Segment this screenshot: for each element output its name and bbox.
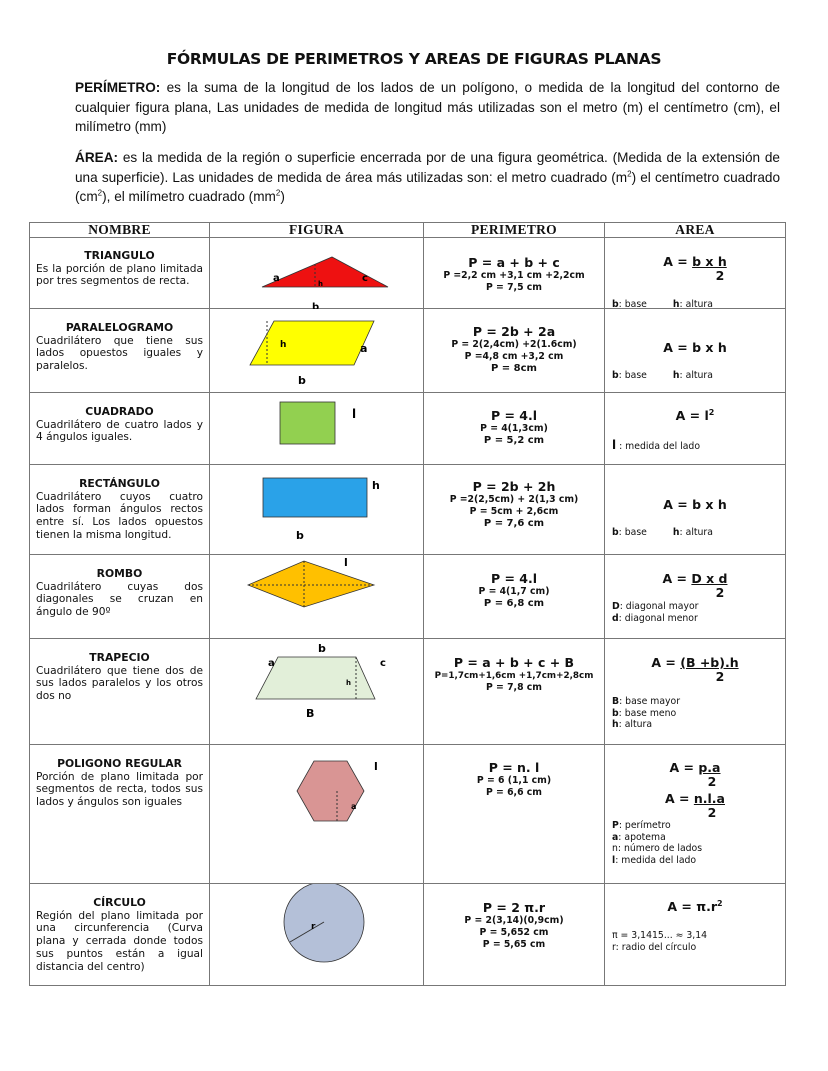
page-title: FÓRMULAS DE PERIMETROS Y AREAS DE FIGURAS PLANAS (166, 50, 662, 68)
per-circulo-1: P = 2 π.r (482, 900, 546, 915)
rectangle-fill (263, 478, 367, 517)
area-poligono-1 (605, 745, 785, 788)
figure-rectangulo (210, 465, 424, 555)
sup-2: 2 (275, 188, 281, 198)
note-rombo (612, 601, 698, 624)
sup-2: 2 (627, 168, 632, 178)
note-val: : base mayor (619, 696, 681, 707)
label-h: h (346, 679, 351, 687)
area-rectangulo: A = b x h (663, 497, 727, 512)
per-trapecio-1: P = a + b + c + B (453, 655, 575, 670)
per-paralelogramo-1: P = 2b + 2a (472, 324, 556, 339)
note-val: : perímetro (618, 820, 671, 831)
header-nombre: NOMBRE (30, 223, 210, 238)
area-rombo (605, 555, 785, 599)
note-key: l (612, 854, 616, 866)
circle-fill (284, 884, 364, 962)
parallelogram-shape (210, 309, 423, 393)
area-trapecio (605, 639, 785, 683)
row-paralelogramo (30, 309, 786, 393)
per-poligono-1: P = n. l (488, 760, 540, 775)
label-h: h (318, 280, 323, 288)
header-area: AREA (605, 223, 786, 238)
sup-2: 2 (717, 898, 723, 908)
note-val: : diagonal mayor (619, 601, 699, 612)
per-rectangulo-3: P = 5cm + 2,6cm (469, 506, 559, 517)
area-poligono-2 (605, 788, 785, 819)
area-numerator: D x d (691, 571, 728, 586)
figure-paralelogramo (210, 309, 424, 393)
note-val: : base (618, 299, 647, 310)
label-r: r (311, 922, 316, 932)
row-cuadrado (30, 393, 786, 465)
trapezoid-shape (210, 639, 423, 745)
area-prefix: A = (669, 760, 699, 775)
row-triangulo (30, 238, 786, 309)
area-prefix: A = (663, 254, 693, 269)
area-denominator: 2 (707, 805, 717, 820)
figure-cuadrado (210, 393, 424, 465)
label-b: b (296, 529, 304, 542)
area-text-b: ) el centímetro cuadrado (cm (75, 169, 780, 204)
label-c: c (380, 658, 386, 669)
name-circulo: CÍRCULO (93, 896, 146, 909)
per-paralelogramo-2: P = 2(2,4cm) +2(1.6cm) (451, 339, 577, 350)
label-b: b (318, 642, 326, 655)
note-val: : altura (679, 299, 713, 310)
name-triangulo: TRIANGULO (84, 249, 155, 262)
hexagon-fill (297, 761, 364, 821)
per-trapecio-2: P=1,7cm+1,6cm +1,7cm+2,8cm (434, 671, 594, 681)
sup-2: 2 (97, 188, 103, 198)
note-key: b (612, 299, 619, 310)
note-val: π = 3,1415... ≈ 3,14 (612, 930, 708, 941)
name-rombo: ROMBO (96, 567, 143, 580)
perimetro-text: es la suma de la longitud de los lados de un polígono, o medida de la longitud del contorno de cualquier figura plana, Las unidades de medida de longitud más utilizadas son el metro (m) el centímetro (cm), el milímetro (mm) (75, 80, 780, 134)
triangle-fill (262, 257, 388, 287)
note-paralelogramo (612, 370, 713, 382)
area-cuadrado (605, 393, 785, 423)
area-prefix: A = (662, 571, 692, 586)
note-key: P (612, 820, 619, 831)
per-circulo-3: P = 5,652 cm (479, 927, 549, 938)
note-poligono (612, 820, 702, 866)
label-h: h (372, 479, 380, 492)
area-text-a: es la medida de la región o superficie encerrada por de una figura geométrica. (Medida de la extensión de una superficie). Las unidades de medida de área más utilizadas son: el metro cuadrado (m (75, 150, 780, 185)
desc-poligono: Porción de plano limitada por segmentos de recta, todos sus lados y ángulos son iguales (36, 770, 203, 809)
label-l: l (374, 760, 378, 773)
note-key: b (612, 527, 619, 538)
desc-rectangulo: Cuadrilátero cuyos cuatro lados forman ángulos rectos entre sí. Los lados opuestos tienen la misma longitud. (36, 490, 203, 541)
label-B: B (306, 707, 315, 720)
note-key: h (672, 527, 680, 538)
note-key: d (612, 612, 619, 624)
row-rombo (30, 555, 786, 639)
header-perimetro: PERIMETRO (424, 223, 605, 238)
formulas-table (29, 222, 786, 986)
figure-triangulo (210, 238, 424, 309)
desc-circulo: Región del plano limitada por una circunferencia (Curva plana y cerrada donde todos sus puntos están a igual distancia del centro) (36, 909, 203, 973)
per-poligono-3: P = 6,6 cm (486, 787, 542, 798)
area-circulo (605, 884, 785, 914)
per-cuadrado-1: P = 4.l (490, 408, 538, 423)
note-val: r: radio del círculo (612, 941, 697, 953)
per-triangulo-2: P =2,2 cm +3,1 cm +2,2cm (443, 270, 585, 281)
per-triangulo-1: P = a + b + c (468, 255, 560, 270)
per-cuadrado-3: P = 5,2 cm (483, 435, 545, 446)
note-key: h (672, 370, 680, 381)
label-h: h (280, 340, 287, 350)
per-circulo-4: P = 5,65 cm (482, 939, 546, 950)
desc-triangulo: Es la porción de plano limitada por tres segmentos de recta. (36, 262, 203, 288)
per-paralelogramo-4: P = 8cm (491, 363, 537, 374)
note-val: : base meno (618, 707, 677, 719)
area-prefix: A = (651, 655, 681, 670)
header-row (30, 223, 786, 238)
perimetro-term: PERÍMETRO: (75, 80, 161, 95)
label-c: c (362, 273, 368, 284)
note-key: b (612, 370, 619, 381)
note-val: : altura (679, 370, 713, 381)
area-paralelogramo: A = b x h (663, 340, 727, 355)
per-circulo-2: P = 2(3,14)(0,9cm) (464, 915, 564, 926)
area-prefix: A = (665, 791, 694, 806)
row-rectangulo (30, 465, 786, 555)
figure-trapecio (210, 639, 424, 745)
note-val: : altura (618, 719, 653, 730)
area-denominator: 2 (707, 774, 717, 789)
rhombus-shape (210, 555, 423, 639)
header-figura: FIGURA (210, 223, 424, 238)
figure-poligono (210, 745, 424, 884)
area-formula: A = π.r (667, 899, 718, 914)
area-term: ÁREA: (75, 150, 119, 165)
per-trapecio-3: P = 7,8 cm (486, 682, 542, 693)
hexagon-shape (210, 745, 423, 884)
label-a: a (273, 273, 280, 284)
label-l: l (352, 407, 357, 421)
square-shape (210, 393, 423, 465)
per-triangulo-3: P = 7,5 cm (486, 282, 542, 293)
note-key: D (612, 601, 620, 612)
label-a: a (351, 802, 357, 811)
name-rectangulo: RECTÁNGULO (79, 477, 160, 490)
row-trapecio (30, 639, 786, 745)
note-trapecio (612, 696, 680, 731)
label-a: a (360, 342, 368, 355)
area-formula: A = l (675, 408, 709, 423)
note-val: : medida del lado (615, 854, 697, 866)
note-key: h (672, 299, 680, 310)
area-denominator: 2 (715, 585, 725, 600)
area-denominator: 2 (715, 669, 725, 684)
perimetro-paragraph (75, 78, 780, 137)
area-triangulo (605, 238, 785, 282)
note-val: : diagonal menor (618, 612, 698, 624)
name-poligono: POLIGONO REGULAR (57, 757, 182, 770)
rhombus-fill (248, 561, 374, 607)
desc-paralelogramo: Cuadrilátero que tiene sus lados opuestos iguales y paralelos. (36, 334, 203, 373)
label-b: b (312, 302, 320, 309)
area-text-d: ) (280, 189, 285, 204)
row-circulo (30, 884, 786, 986)
desc-cuadrado: Cuadrilátero de cuatro lados y 4 ángulos iguales. (36, 418, 203, 444)
note-key: b (612, 707, 619, 719)
circle-shape (210, 884, 423, 986)
figure-circulo (210, 884, 424, 986)
note-key: l (612, 438, 617, 452)
sup-2: 2 (708, 407, 715, 417)
desc-rombo: Cuadrilátero cuyas dos diagonales se cruzan en ángulo de 90º (36, 580, 203, 619)
note-circulo (612, 930, 707, 953)
area-numerator: n.l.a (693, 791, 725, 806)
per-rombo-1: P = 4.l (490, 571, 538, 586)
note-val: : base (618, 370, 647, 381)
area-text-c: ), el milímetro cuadrado (mm (102, 189, 276, 204)
name-trapecio: TRAPECIO (89, 651, 150, 664)
per-rectangulo-2: P =2(2,5cm) + 2(1,3 cm) (449, 494, 579, 505)
per-paralelogramo-3: P =4,8 cm +3,2 cm (464, 351, 564, 362)
note-val: : medida del lado (616, 441, 701, 452)
per-rectangulo-1: P = 2b + 2h (472, 479, 556, 494)
note-key: B (612, 696, 620, 707)
per-rombo-3: P = 6,8 cm (483, 598, 545, 609)
note-rectangulo (612, 527, 713, 539)
name-cuadrado: CUADRADO (85, 405, 154, 418)
per-rectangulo-4: P = 7,6 cm (483, 518, 545, 529)
note-key: h (612, 719, 619, 730)
note-val: : altura (679, 527, 713, 538)
label-b: b (298, 374, 306, 387)
square-fill (280, 402, 335, 444)
area-numerator: b x h (692, 254, 727, 269)
figure-rombo (210, 555, 424, 639)
area-numerator: (B +b).h (680, 655, 739, 670)
note-val: : base (618, 527, 647, 538)
note-key: a (612, 831, 619, 843)
per-poligono-2: P = 6 (1,1 cm) (476, 775, 552, 786)
note-val: n: número de lados (612, 843, 703, 854)
per-rombo-2: P = 4(1,7 cm) (478, 586, 550, 597)
note-val: : apotema (618, 831, 666, 843)
rectangle-shape (210, 465, 423, 555)
triangle-shape (210, 238, 423, 309)
area-paragraph (75, 148, 780, 207)
desc-trapecio: Cuadrilátero que tiene dos de sus lados paralelos y los otros dos no (36, 664, 203, 703)
label-a: a (268, 658, 275, 669)
area-numerator: p.a (698, 760, 721, 775)
parallelogram-fill (250, 321, 374, 365)
label-l: l (344, 556, 348, 569)
area-denominator: 2 (715, 268, 725, 283)
note-cuadrado (612, 440, 700, 453)
name-paralelogramo: PARALELOGRAMO (65, 321, 174, 334)
per-cuadrado-2: P = 4(1,3cm) (480, 423, 548, 434)
row-poligono (30, 745, 786, 884)
